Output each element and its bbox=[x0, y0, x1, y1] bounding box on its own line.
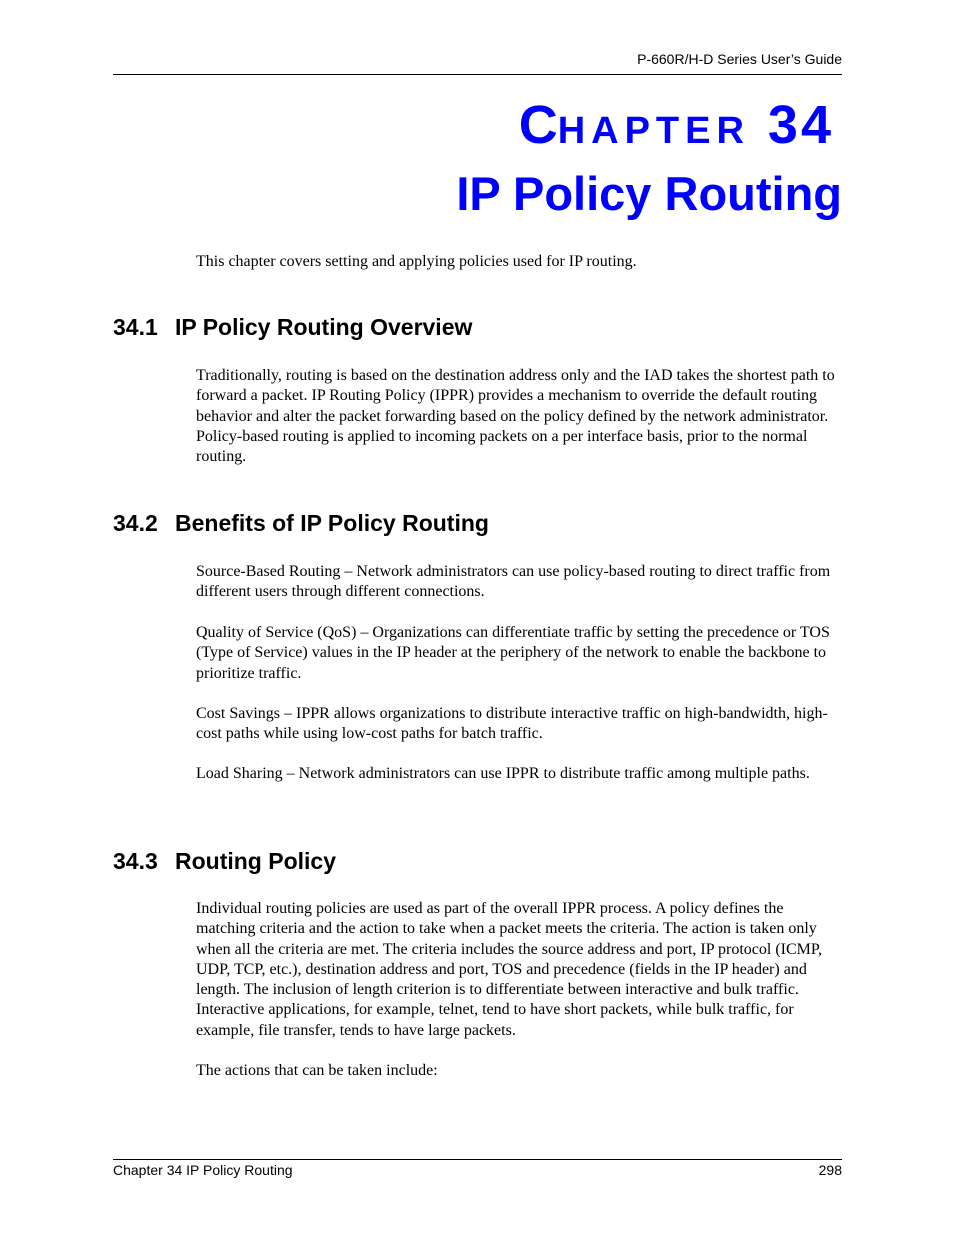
section-number: 34.2 bbox=[113, 510, 158, 536]
chapter-title: IP Policy Routing bbox=[456, 167, 842, 220]
chapter-label-rest: HAPTER bbox=[557, 110, 750, 152]
chapter-number: 34 bbox=[767, 95, 834, 155]
footer-chapter-ref: Chapter 34 IP Policy Routing bbox=[113, 1162, 293, 1178]
header-rule bbox=[113, 74, 842, 75]
paragraph: Traditionally, routing is based on the destination address only and the IAD takes the shortest path to forward a packet. IP Routing Policy (IPPR) provides a mechanism to override the default routing behavior and alter the packet forwarding based on the policy defined by the network administrator. Policy-based routing is applied to incoming packets on a per interface basis, prior to the normal routing. bbox=[196, 367, 835, 466]
paragraph: Load Sharing – Network administrators can use IPPR to distribute traffic among multiple paths. bbox=[196, 765, 810, 782]
paragraph: Quality of Service (QoS) – Organizations can differentiate traffic by setting the precedence or TOS (Type of Service) values in the IP header at the periphery of the network to enable the backbone to prioritize traffic. bbox=[196, 624, 830, 682]
paragraph: The actions that can be taken include: bbox=[196, 1062, 438, 1079]
paragraph: Cost Savings – IPPR allows organizations to distribute interactive traffic on high-bandwidth, high-cost paths while using low-cost paths for batch traffic. bbox=[196, 705, 828, 743]
footer-rule bbox=[113, 1159, 842, 1160]
section-title: Routing Policy bbox=[175, 848, 336, 874]
chapter-intro: This chapter covers setting and applying policies used for IP routing. bbox=[196, 253, 637, 270]
chapter-label bbox=[518, 95, 834, 155]
section-heading-benefits bbox=[113, 512, 489, 535]
chapter-label-cap: C bbox=[518, 95, 558, 155]
section-number: 34.3 bbox=[113, 848, 158, 874]
section-number: 34.1 bbox=[113, 314, 158, 340]
page-number: 298 bbox=[818, 1162, 842, 1178]
paragraph: Source-Based Routing – Network administrators can use policy-based routing to direct traffic from different users through different connections. bbox=[196, 563, 831, 601]
section-title: Benefits of IP Policy Routing bbox=[175, 510, 489, 536]
running-header: P-660R/H-D Series User’s Guide bbox=[637, 51, 842, 67]
section-heading-overview bbox=[113, 316, 472, 339]
section-title: IP Policy Routing Overview bbox=[175, 314, 473, 340]
paragraph: Individual routing policies are used as part of the overall IPPR process. A policy defines the matching criteria and the action to take when a packet meets the criteria. The action is taken only when all the criteria are met. The criteria includes the source address and port, IP protocol (ICMP, UDP, TCP, etc.), destination address and port, TOS and precedence (fields in the IP header) and length. The inclusion of length criterion is to differentiate between interactive and bulk traffic. Interactive applications, for example, telnet, tend to have short packets, while bulk traffic, for example, file transfer, tends to have large packets. bbox=[196, 900, 823, 1039]
section-heading-routing-policy bbox=[113, 850, 336, 873]
